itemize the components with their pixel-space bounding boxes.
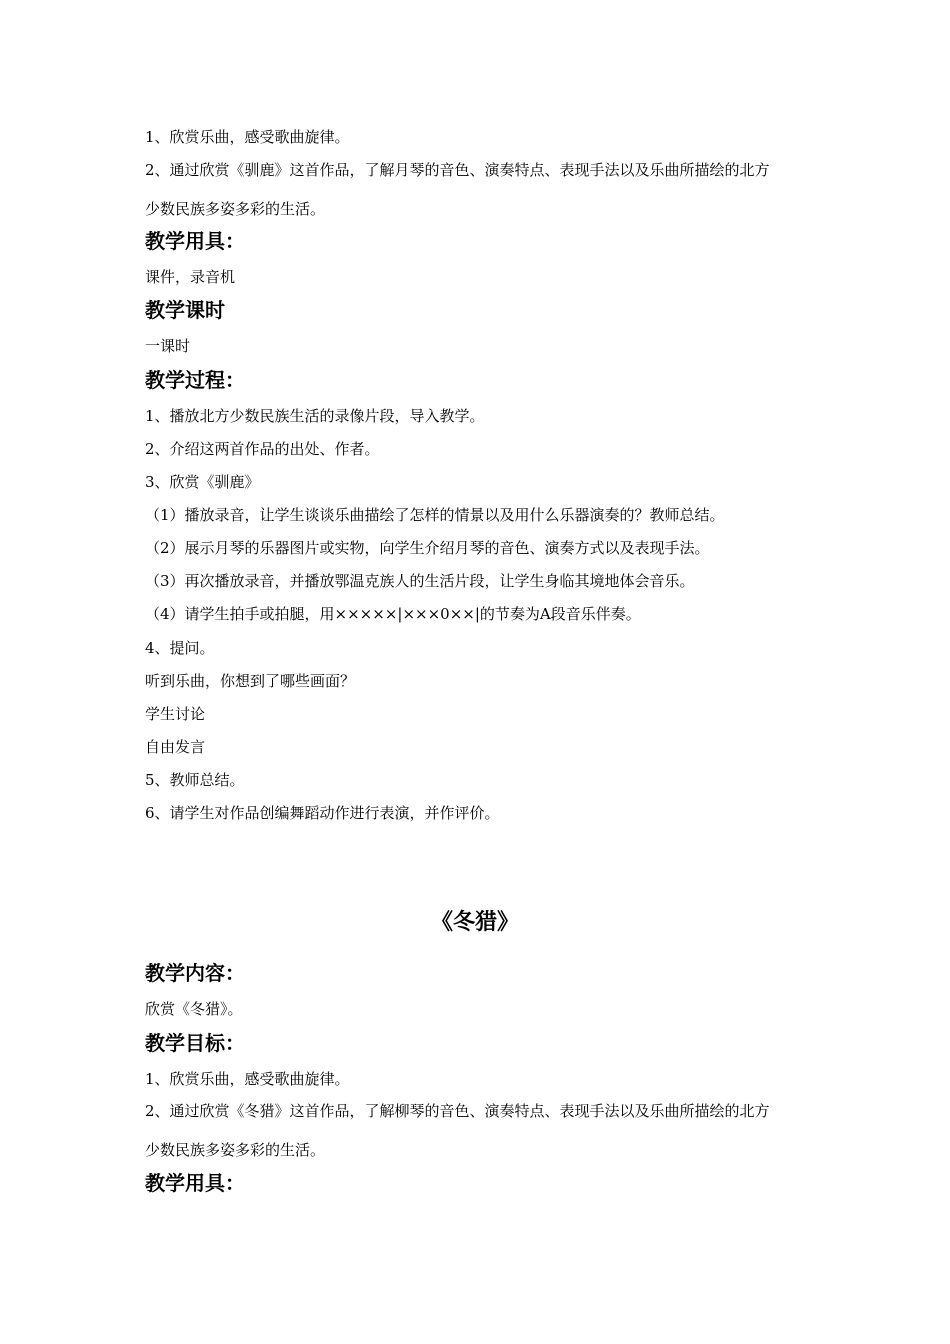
objective-1: 1、欣赏乐曲，感受歌曲旋律。 bbox=[145, 128, 350, 146]
process-step: 1、播放北方少数民族生活的录像片段，导入教学。 bbox=[145, 407, 485, 425]
content-heading: 教学内容： bbox=[145, 961, 245, 985]
process-step: （3）再次播放录音，并播放鄂温克族人的生活片段，让学生身临其境地体会音乐。 bbox=[145, 572, 695, 590]
process-step: 5、教师总结。 bbox=[145, 771, 245, 789]
objective-2-line-1: 2、通过欣赏《驯鹿》这首作品，了解月琴的音色、演奏特点、表现手法以及乐曲所描绘的北方 bbox=[145, 161, 770, 179]
content-text: 欣赏《冬猎》。 bbox=[145, 1000, 243, 1018]
process-step: 学生讨论 bbox=[145, 705, 206, 723]
process-heading: 教学过程： bbox=[145, 368, 245, 392]
process-step: 2、介绍这两首作品的出处、作者。 bbox=[145, 440, 380, 458]
process-step: 6、请学生对作品创编舞蹈动作进行表演，并作评价。 bbox=[145, 804, 500, 822]
process-step: 自由发言 bbox=[145, 738, 206, 756]
tools-heading: 教学用具： bbox=[145, 1171, 245, 1195]
process-step: 3、欣赏《驯鹿》 bbox=[145, 473, 260, 491]
goals-heading: 教学目标： bbox=[145, 1031, 245, 1055]
tools-heading: 教学用具： bbox=[145, 229, 245, 253]
process-step: 听到乐曲，你想到了哪些画面？ bbox=[145, 672, 356, 690]
tools-text: 课件，录音机 bbox=[145, 268, 236, 286]
process-step: （4）请学生拍手或拍腿，用×××××|×××0××|的节奏为A段音乐伴奏。 bbox=[145, 605, 641, 623]
objective-2-line-2: 少数民族多姿多彩的生活。 bbox=[145, 200, 326, 218]
process-step: （2）展示月琴的乐器图片或实物，向学生介绍月琴的音色、演奏方式以及表现手法。 bbox=[145, 539, 710, 557]
process-step: （1）播放录音，让学生谈谈乐曲描绘了怎样的情景以及用什么乐器演奏的？教师总结。 bbox=[145, 506, 725, 524]
process-step: 4、提问。 bbox=[145, 639, 215, 657]
hours-heading: 教学课时 bbox=[145, 298, 225, 322]
objective-2-line-1: 2、通过欣赏《冬猎》这首作品，了解柳琴的音色、演奏特点、表现手法以及乐曲所描绘的北方 bbox=[145, 1102, 770, 1120]
hours-text: 一课时 bbox=[145, 337, 191, 355]
objective-2-line-2: 少数民族多姿多彩的生活。 bbox=[145, 1141, 326, 1159]
section-title: 《冬猎》 bbox=[430, 910, 519, 935]
objective-1: 1、欣赏乐曲，感受歌曲旋律。 bbox=[145, 1070, 350, 1088]
